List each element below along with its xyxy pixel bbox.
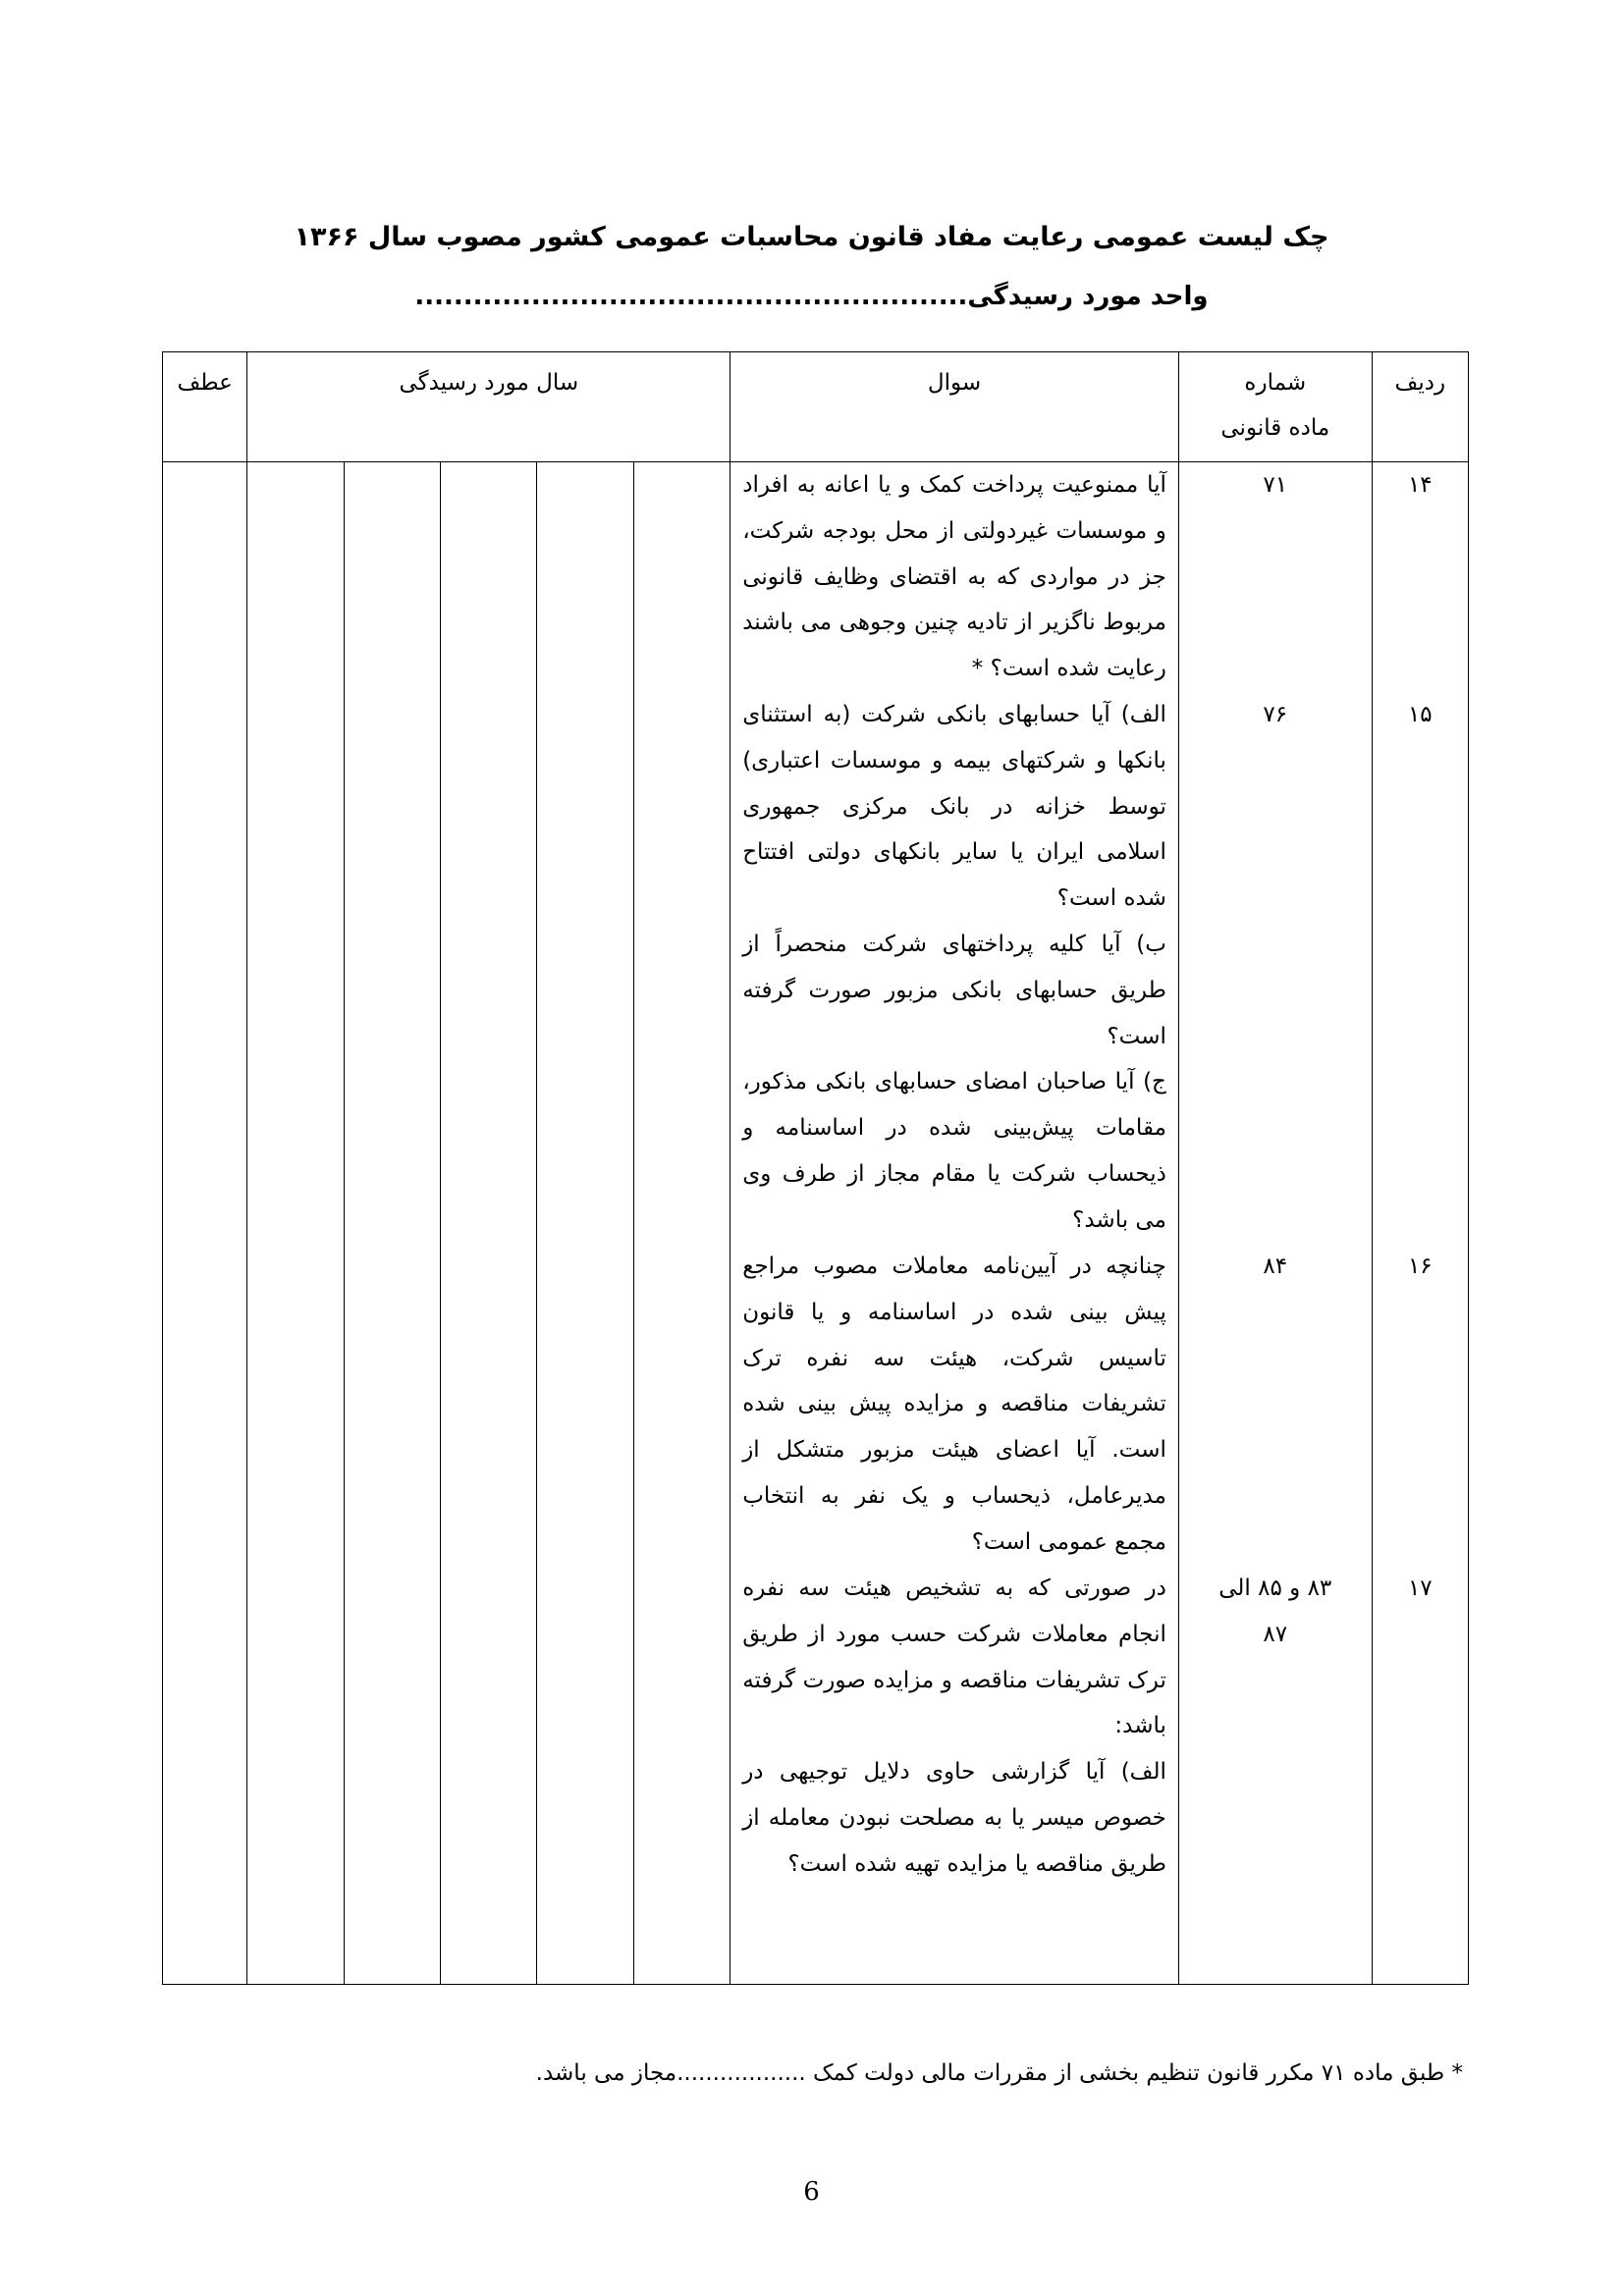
article-number-15: ۷۶ <box>1263 702 1288 727</box>
header-review-year: سال مورد رسیدگی <box>247 352 730 462</box>
row-number-16: ۱۶ <box>1407 1254 1433 1279</box>
header-row-number: ردیف <box>1372 352 1468 462</box>
table-body-row <box>163 462 1469 1985</box>
page-number: 6 <box>803 2177 820 2207</box>
header-question: سوال <box>730 352 1179 462</box>
reference-cell[interactable] <box>163 462 247 1985</box>
row-number-15: ۱۵ <box>1407 702 1433 727</box>
header-article-line1: شماره <box>1244 370 1307 396</box>
question-15-part-a: الف) آیا حسابهای بانکی شرکت (به استثنای بانکها و شرکتهای بیمه و موسسات اعتباری) توسط خزانه در بانک مرکزی جمهوری اسلامی ایران یا سایر بانکهای دولتی افتتاح شده است؟ <box>742 702 1166 912</box>
checklist-table <box>162 351 1469 1985</box>
question-column <box>730 462 1179 1985</box>
article-number-17-line2: ۸۷ <box>1263 1621 1288 1647</box>
year-cell-3[interactable] <box>441 462 537 1985</box>
year-cell-1[interactable] <box>633 462 730 1985</box>
unit-under-review-line: واحد مورد رسیدگی......................................................... <box>414 282 1209 311</box>
row-number-column <box>1372 462 1468 1985</box>
row-number-14: ۱۴ <box>1407 472 1433 498</box>
document-title: چک لیست عمومی رعایت مفاد قانون محاسبات عمومی کشور مصوب سال ۱۳۶۶ <box>294 222 1329 252</box>
row-number-17: ۱۷ <box>1407 1575 1433 1601</box>
question-15-part-b: ب) آیا کلیه پرداختهای شرکت منحصراً از طریق حسابهای بانکی مزبور صورت گرفته است؟ <box>742 931 1166 1049</box>
article-number-17 <box>1179 1566 1372 1658</box>
header-article-line2: ماده قانونی <box>1220 415 1330 441</box>
question-16 <box>742 1244 1166 1566</box>
header-article-number <box>1178 352 1372 462</box>
article-number-17-line1: ۸۳ و ۸۵ الی <box>1218 1575 1332 1601</box>
question-17-part-a: الف) آیا گزارشی حاوی دلایل توجیهی در خصوص میسر یا به مصلحت نبودن معامله از طریق مناقصه یا مزایده تهیه شده است؟ <box>742 1759 1166 1877</box>
article-number-column <box>1178 462 1372 1985</box>
year-cell-5[interactable] <box>247 462 344 1985</box>
year-cell-4[interactable] <box>344 462 440 1985</box>
question-14-text: آیا ممنوعیت پرداخت کمک و یا اعانه به افراد و موسسات غیردولتی از محل بودجه شرکت، جز در مواردی که به اقتضای وظایف قانونی مربوط ناگزیر از تادیه چنین وجوهی می باشند رعایت شده است؟ * <box>742 472 1166 682</box>
table-header-row <box>163 352 1469 462</box>
footnote: * طبق ماده ۷۱ مکرر قانون تنظیم بخشی از مقررات مالی دولت کمک ..................مجاز می باشد. <box>535 2060 1463 2086</box>
question-17 <box>742 1566 1166 1888</box>
question-14 <box>742 462 1166 692</box>
article-number-16: ۸۴ <box>1263 1254 1288 1279</box>
header-reference: عطف <box>163 352 247 462</box>
year-cell-2[interactable] <box>537 462 633 1985</box>
question-16-text: چنانچه در آیین‌نامه معاملات مصوب مراجع پیش بینی شده در اساسنامه و یا قانون تاسیس شرکت، هیئت سه نفره ترک تشریفات مناقصه و مزایده پیش بینی شده است. آیا اعضای هیئت مزبور متشکل از مدیرعامل، ذیحساب و یک نفر به انتخاب مجمع عمومی است؟ <box>742 1254 1166 1555</box>
article-number-14: ۷۱ <box>1263 472 1288 498</box>
question-17-intro: در صورتی که به تشخیص هیئت سه نفره انجام معاملات شرکت حسب مورد از طریق ترک تشریفات مناقصه و مزایده صورت گرفته باشد: <box>742 1575 1166 1739</box>
question-15 <box>742 692 1166 1244</box>
question-15-part-c: ج) آیا صاحبان امضای حسابهای بانکی مذکور، مقامات پیش‌بینی شده در اساسنامه و ذیحساب شرکت یا مقام مجاز از طرف وی می باشد؟ <box>742 1069 1166 1233</box>
